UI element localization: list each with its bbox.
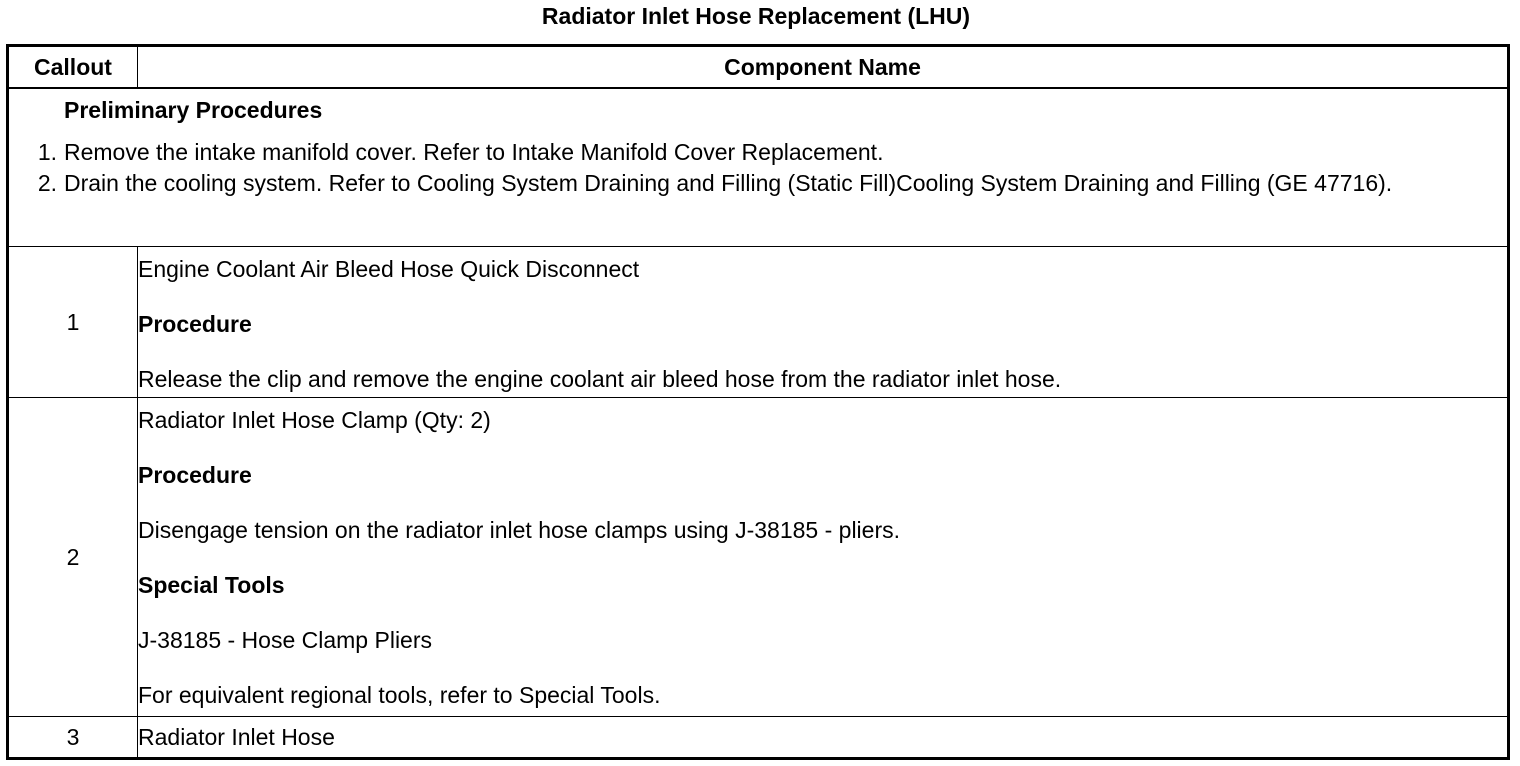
procedure-label: Procedure [138, 462, 252, 489]
preliminary-procedures-cell [8, 88, 1509, 246]
component-name: Engine Coolant Air Bleed Hose Quick Disconnect [138, 255, 640, 282]
callout-number: 3 [8, 716, 138, 758]
special-tools-label: Special Tools [138, 572, 285, 599]
list-item-number: 2. [37, 170, 57, 197]
callout-number: 2 [8, 398, 138, 716]
list-item-number: 1. [37, 139, 57, 166]
document-title: Radiator Inlet Hose Replacement (LHU) [541, 3, 971, 29]
component-name: Radiator Inlet Hose Clamp (Qty: 2) [138, 407, 491, 434]
regional-tools-note: For equivalent regional tools, refer to Special Tools. [138, 682, 661, 709]
component-name: Radiator Inlet Hose [138, 723, 335, 750]
procedure-text: Release the clip and remove the engine coolant air bleed hose from the radiator inlet hose. [138, 365, 1062, 392]
table-header-row [8, 46, 1509, 89]
callout-table [6, 44, 1510, 760]
component-cell [138, 716, 1509, 758]
preliminary-procedures-row [8, 88, 1509, 246]
list-item-text: Drain the cooling system. Refer to Cooling System Draining and Filling (Static Fill)Cooling System Draining and Filling (GE 47716). [64, 170, 1393, 197]
component-name-column-header: Component Name [138, 46, 1509, 89]
procedure-text: Disengage tension on the radiator inlet hose clamps using J-38185 - pliers. [138, 517, 900, 544]
callout-column-header: Callout [8, 46, 138, 89]
list-item [37, 168, 1467, 199]
procedure-label: Procedure [138, 310, 252, 337]
preliminary-procedures-list [9, 137, 1507, 199]
callout-number: 1 [8, 246, 138, 398]
preliminary-procedures-title: Preliminary Procedures [64, 97, 323, 124]
component-cell [138, 398, 1509, 716]
special-tool-item: J-38185 - Hose Clamp Pliers [138, 627, 433, 654]
list-item [37, 137, 1467, 168]
table-row [8, 398, 1509, 716]
component-cell [138, 246, 1509, 398]
list-item-text: Remove the intake manifold cover. Refer to Intake Manifold Cover Replacement. [64, 139, 884, 166]
table-row [8, 716, 1509, 758]
table-row [8, 246, 1509, 398]
